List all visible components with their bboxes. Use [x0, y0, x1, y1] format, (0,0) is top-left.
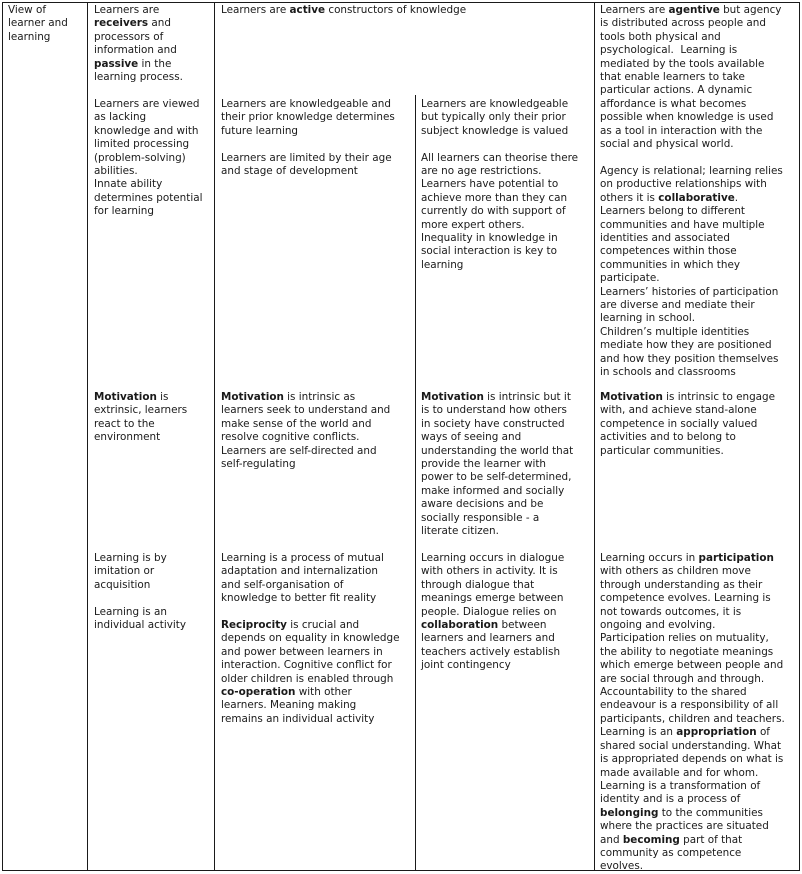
text-segment: . Learners belong to different communities and have multiple identities and associated competences within those communities in which they participate. Learners’ histories of participation are diverse and mediate their learning in school. Children’s multiple identities mediate how they are positioned and how they position themselves in schools and classrooms — [600, 191, 779, 378]
table-border-top — [2, 2, 800, 3]
text-segment: Learners are — [221, 4, 290, 16]
text-segment: but agency is distributed across people and tools both physical and psychological. Learning is mediated by the tools available that enable learners to take particular actions. A dynamic affordance is what becomes possible when knowledge is used as a tool in interaction with the social and physical world. Agency is relational; learning relies on productive relationships with others it is — [600, 4, 783, 204]
bold-term: passive — [94, 57, 139, 70]
text-segment: Learners are — [600, 4, 669, 16]
bold-term: appropriation — [676, 726, 757, 739]
bold-term: Motivation — [600, 391, 663, 403]
motivation-intrinsic-society-cell — [421, 391, 593, 538]
learners-as-agentive-cell — [600, 4, 798, 379]
bold-term: active — [289, 4, 326, 16]
text-segment: Learners are viewed as lacking knowledge and with limited processing (problem-solving) abilities. Innate ability determines potential for learning — [94, 98, 203, 218]
learning-participation-cell — [600, 552, 798, 874]
column-divider-3 — [415, 95, 416, 871]
text-segment: with other learners. Meaning making remains an individual activity — [221, 686, 375, 725]
text-segment: constructors of knowledge — [325, 4, 467, 16]
active-constructors-header — [221, 4, 591, 17]
learners-knowledgeable-subject-cell — [421, 98, 593, 272]
column-divider-4 — [594, 2, 595, 871]
learners-knowledgeable-prior-cell — [221, 98, 413, 178]
motivation-intrinsic-communities-cell — [600, 391, 798, 458]
text-segment: is intrinsic to engage with, and achieve stand-alone competence in socially valued activities and to belong to particular communities. — [600, 391, 776, 457]
motivation-intrinsic-sense-making-cell — [221, 391, 413, 471]
text-segment: is intrinsic as learners seek to understand and make sense of the world and resolve cognitive conflicts. Learners are self-directed and self-regulating — [221, 391, 391, 471]
table-border-right — [799, 2, 800, 871]
motivation-extrinsic-cell — [94, 391, 212, 445]
text-segment: Learners are knowledgeable and their prior knowledge determines future learning Learners are limited by their age and stage of development — [221, 98, 395, 178]
bold-term: collaborative — [658, 191, 735, 204]
text-segment: Learning occurs in dialogue with others in activity. It is through dialogue that meanings emerge between people. Dialogue relies on — [421, 552, 565, 618]
bold-term: Motivation — [221, 391, 284, 403]
text-segment: in the learning process. — [94, 57, 183, 84]
bold-term: becoming — [622, 833, 680, 846]
bold-term: agentive — [668, 4, 720, 16]
bold-term: participation — [698, 552, 774, 564]
text-segment: and processors of information and — [94, 17, 177, 57]
table-border-left — [2, 2, 3, 871]
learning-dialogue-cell — [421, 552, 593, 673]
learners-lacking-knowledge-cell — [94, 98, 212, 219]
column-divider-2 — [214, 2, 215, 871]
text-segment: part of that community as competence evolves. — [600, 833, 743, 873]
bold-term: Motivation — [421, 391, 484, 403]
bold-term: Reciprocity — [221, 619, 287, 632]
text-segment: of shared social understanding. What is appropriated depends on what is made available and for whom. Learning is a transformation of identity and is a process of — [600, 726, 784, 806]
bold-term: Motivation — [94, 391, 157, 403]
learning-imitation-cell — [94, 552, 212, 632]
bold-term: receivers — [94, 17, 149, 30]
text-segment: to the communities where the practices are situated and — [600, 806, 769, 846]
text-segment: between learners and learners and teachers actively establish joint contingency — [421, 619, 561, 672]
bold-term: belonging — [600, 806, 659, 819]
view-of-learner-header: View of learner and learning — [8, 4, 68, 43]
bold-term: co-operation — [221, 686, 296, 699]
text-segment: is crucial and depends on equality in knowledge and power between learners in interaction. Cognitive conflict for older children is enabled through — [221, 619, 400, 685]
learners-as-receivers-cell — [94, 4, 212, 84]
text-segment: Learning occurs in — [600, 552, 699, 564]
text-segment: Learners are — [94, 4, 163, 16]
column-divider-1 — [87, 2, 88, 871]
text-segment: Learning is a process of mutual adaptation and internalization and self-organisation of knowledge to better fit reality — [221, 552, 384, 605]
text-segment: is extrinsic, learners react to the environment — [94, 391, 188, 444]
text-segment: Learning is by imitation or acquisition Learning is an individual activity — [94, 552, 187, 632]
text-segment: Learners are knowledgeable but typically only their prior subject knowledge is valued All learners can theorise there are no age restrictions. Learners have potential to achieve more than they can currently do with support of more expert others. Inequality in knowledge in social interaction is key to learning — [421, 98, 579, 271]
text-segment: is intrinsic but it is to understand how others in society have constructed ways of seeing and understanding the world that provide the learner with power to be self-determined, make informed and socially aware decisions and be socially responsible - a literate citizen. — [421, 391, 574, 538]
learning-mutual-adaptation-cell — [221, 552, 413, 726]
text-segment: with others as children move through understanding as their competence evolves. Learning is not towards outcomes, it is ongoing and evolving. Participation relies on mutuality, the ability to negotiate meanings which emerge between people and are social through and through. Accountability to the shared endeavour is a responsibility of all participants, children and teachers. Learning is an — [600, 565, 785, 739]
bold-term: collaboration — [421, 619, 499, 632]
